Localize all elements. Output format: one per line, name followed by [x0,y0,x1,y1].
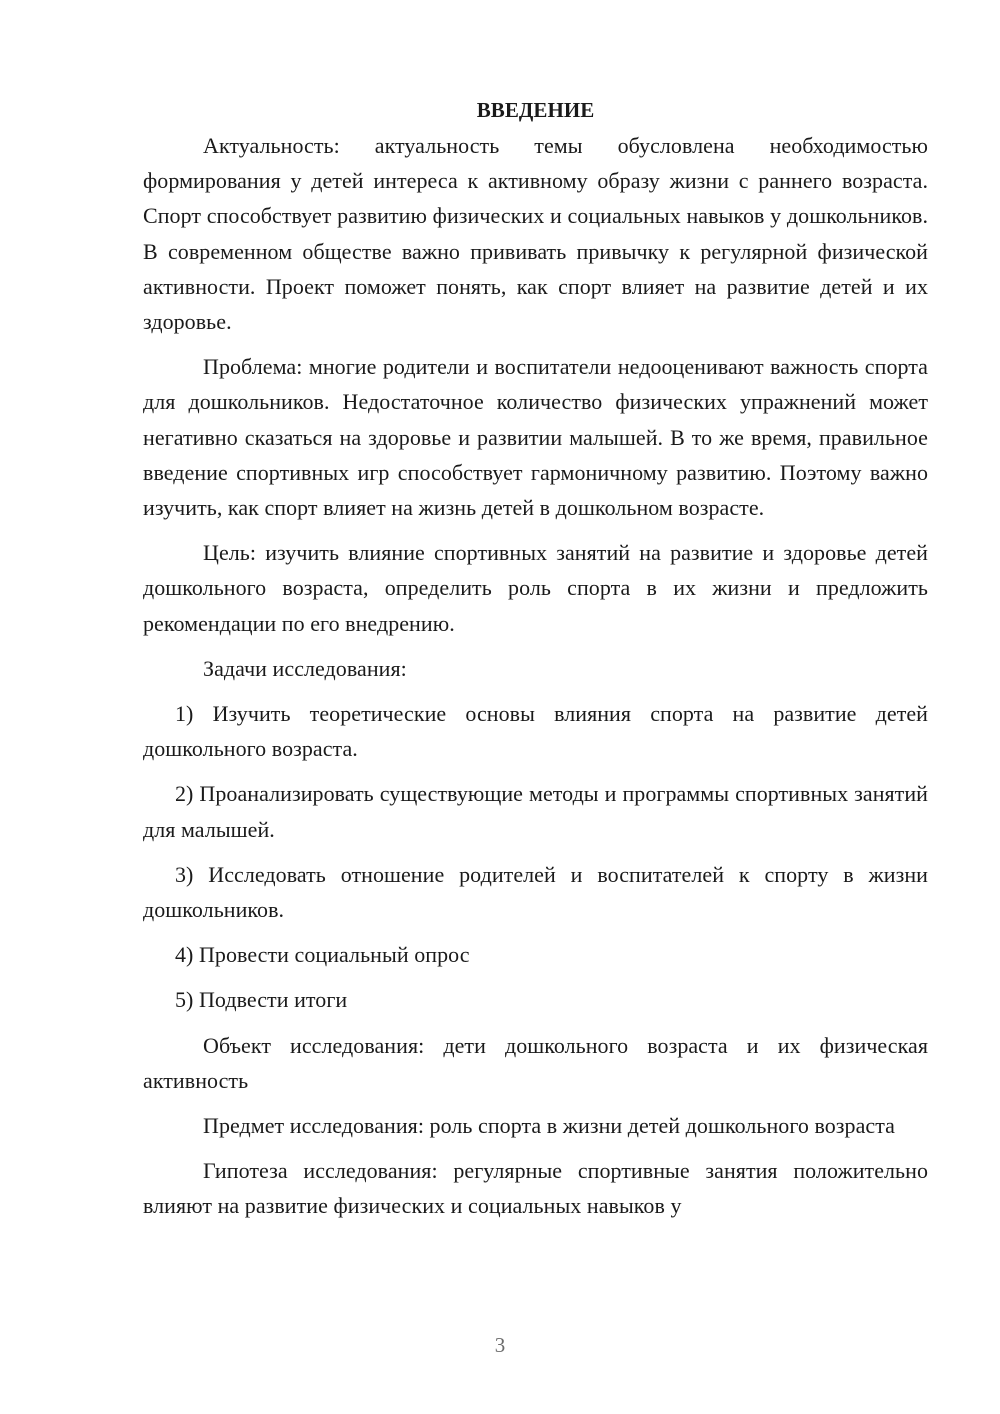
task-item: 3) Исследовать отношение родителей и воспитателей к спорту в жизни дошкольников. [143,861,928,923]
task-item: 5) Подвести итоги [175,987,348,1013]
paragraph-problem: Проблема: многие родители и воспитатели недооценивают важность спорта для дошкольников. Недостаточное количество физических упражнений может негативно сказаться на здоровье и развитии малышей. В то же время, правильное введение спортивных игр способствует гармоничному развитию. Поэтому важно изучить, как спорт влияет на жизнь детей в дошкольном возрасте. [143,354,928,521]
section-heading: ВВЕДЕНИЕ [476,98,595,122]
page-content [143,93,928,1224]
paragraph-relevance: Актуальность: актуальность темы обусловлена необходимостью формирования у детей интереса к активному образу жизни с раннего возраста. Спорт способствует развитию физических и социальных навыков у дошкольников. В современном обществе важно прививать привычку к регулярной физической активности. Проект поможет понять, как спорт влияет на развитие детей и их здоровье. [143,133,928,335]
task-item: 4) Провести социальный опрос [175,942,470,968]
task-item: 1) Изучить теоретические основы влияния спорта на развитие детей дошкольного возраста. [143,701,928,762]
paragraph-tasks-heading: Задачи исследования: [203,655,407,681]
paragraph-goal: Цель: изучить влияние спортивных занятий на развитие и здоровье детей дошкольного возраста, определить роль спорта в их жизни и предложить рекомендации по его внедрению. [143,540,928,636]
task-item: 2) Проанализировать существующие методы и программы спортивных занятий для малышей. [143,781,928,842]
paragraph-subject: Предмет исследования: роль спорта в жизни детей дошкольного возраста [203,1113,895,1139]
page-number: 3 [494,1333,506,1357]
paragraph-hypothesis: Гипотеза исследования: регулярные спортивные занятия положительно влияют на развитие физических и социальных навыков у [143,1158,928,1219]
paragraph-object: Объект исследования: дети дошкольного возраста и их физическая активность [143,1032,928,1093]
